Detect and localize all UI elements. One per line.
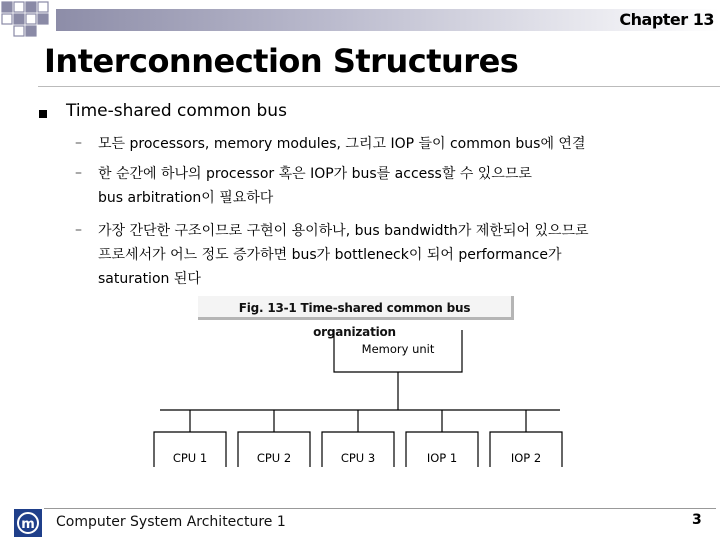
sub-bullet-line: saturation 된다 [98, 271, 201, 287]
footer-text: Computer System Architecture 1 [56, 514, 286, 530]
sub-bullet-line: 모든 processors, memory modules, 그리고 IOP 들이 common bus에 연결 [98, 136, 586, 152]
main-bullet-text: Time-shared common bus [66, 101, 287, 121]
sub-bullet-line: bus arbitration이 필요하다 [98, 190, 274, 206]
sub-bullet-1 [98, 132, 698, 156]
dash-bullet-icon: – [75, 135, 82, 151]
title-divider [38, 86, 720, 87]
page-number: 3 [692, 512, 702, 528]
figure-caption-box [198, 296, 514, 339]
cpu-2-label: CPU 2 [256, 451, 292, 465]
logo-letter: m [21, 517, 35, 532]
dash-bullet-icon: – [75, 165, 82, 181]
sub-bullet-3 [98, 219, 698, 291]
footer-divider [44, 508, 716, 509]
memory-unit-label: Memory unit [361, 342, 435, 356]
iop-1-label: IOP 1 [426, 451, 458, 465]
square-bullet-icon [39, 110, 47, 118]
figure-caption: Fig. 13-1 Time-shared common bus organization [238, 301, 471, 339]
sub-bullet-line: 프로세서가 어느 정도 증가하면 bus가 bottleneck이 되어 performance가 [98, 247, 562, 263]
sub-bullet-2 [98, 162, 698, 210]
sub-bullet-line: 한 순간에 하나의 processor 혹은 IOP가 bus를 access할 수 있으므로 [98, 166, 532, 182]
sub-bullet-line: 가장 간단한 구조이므로 구현이 용이하나, bus bandwidth가 제한되어 있으므로 [98, 223, 589, 239]
dash-bullet-icon: – [75, 222, 82, 238]
decorative-squares [0, 0, 60, 44]
bus-diagram [150, 322, 570, 472]
cpu-3-label: CPU 3 [340, 451, 376, 465]
slide-title: Interconnection Structures [44, 42, 519, 80]
university-logo-icon [13, 508, 43, 538]
iop-2-label: IOP 2 [510, 451, 542, 465]
cpu-1-label: CPU 1 [172, 451, 208, 465]
chapter-label: Chapter 13 [619, 10, 714, 29]
